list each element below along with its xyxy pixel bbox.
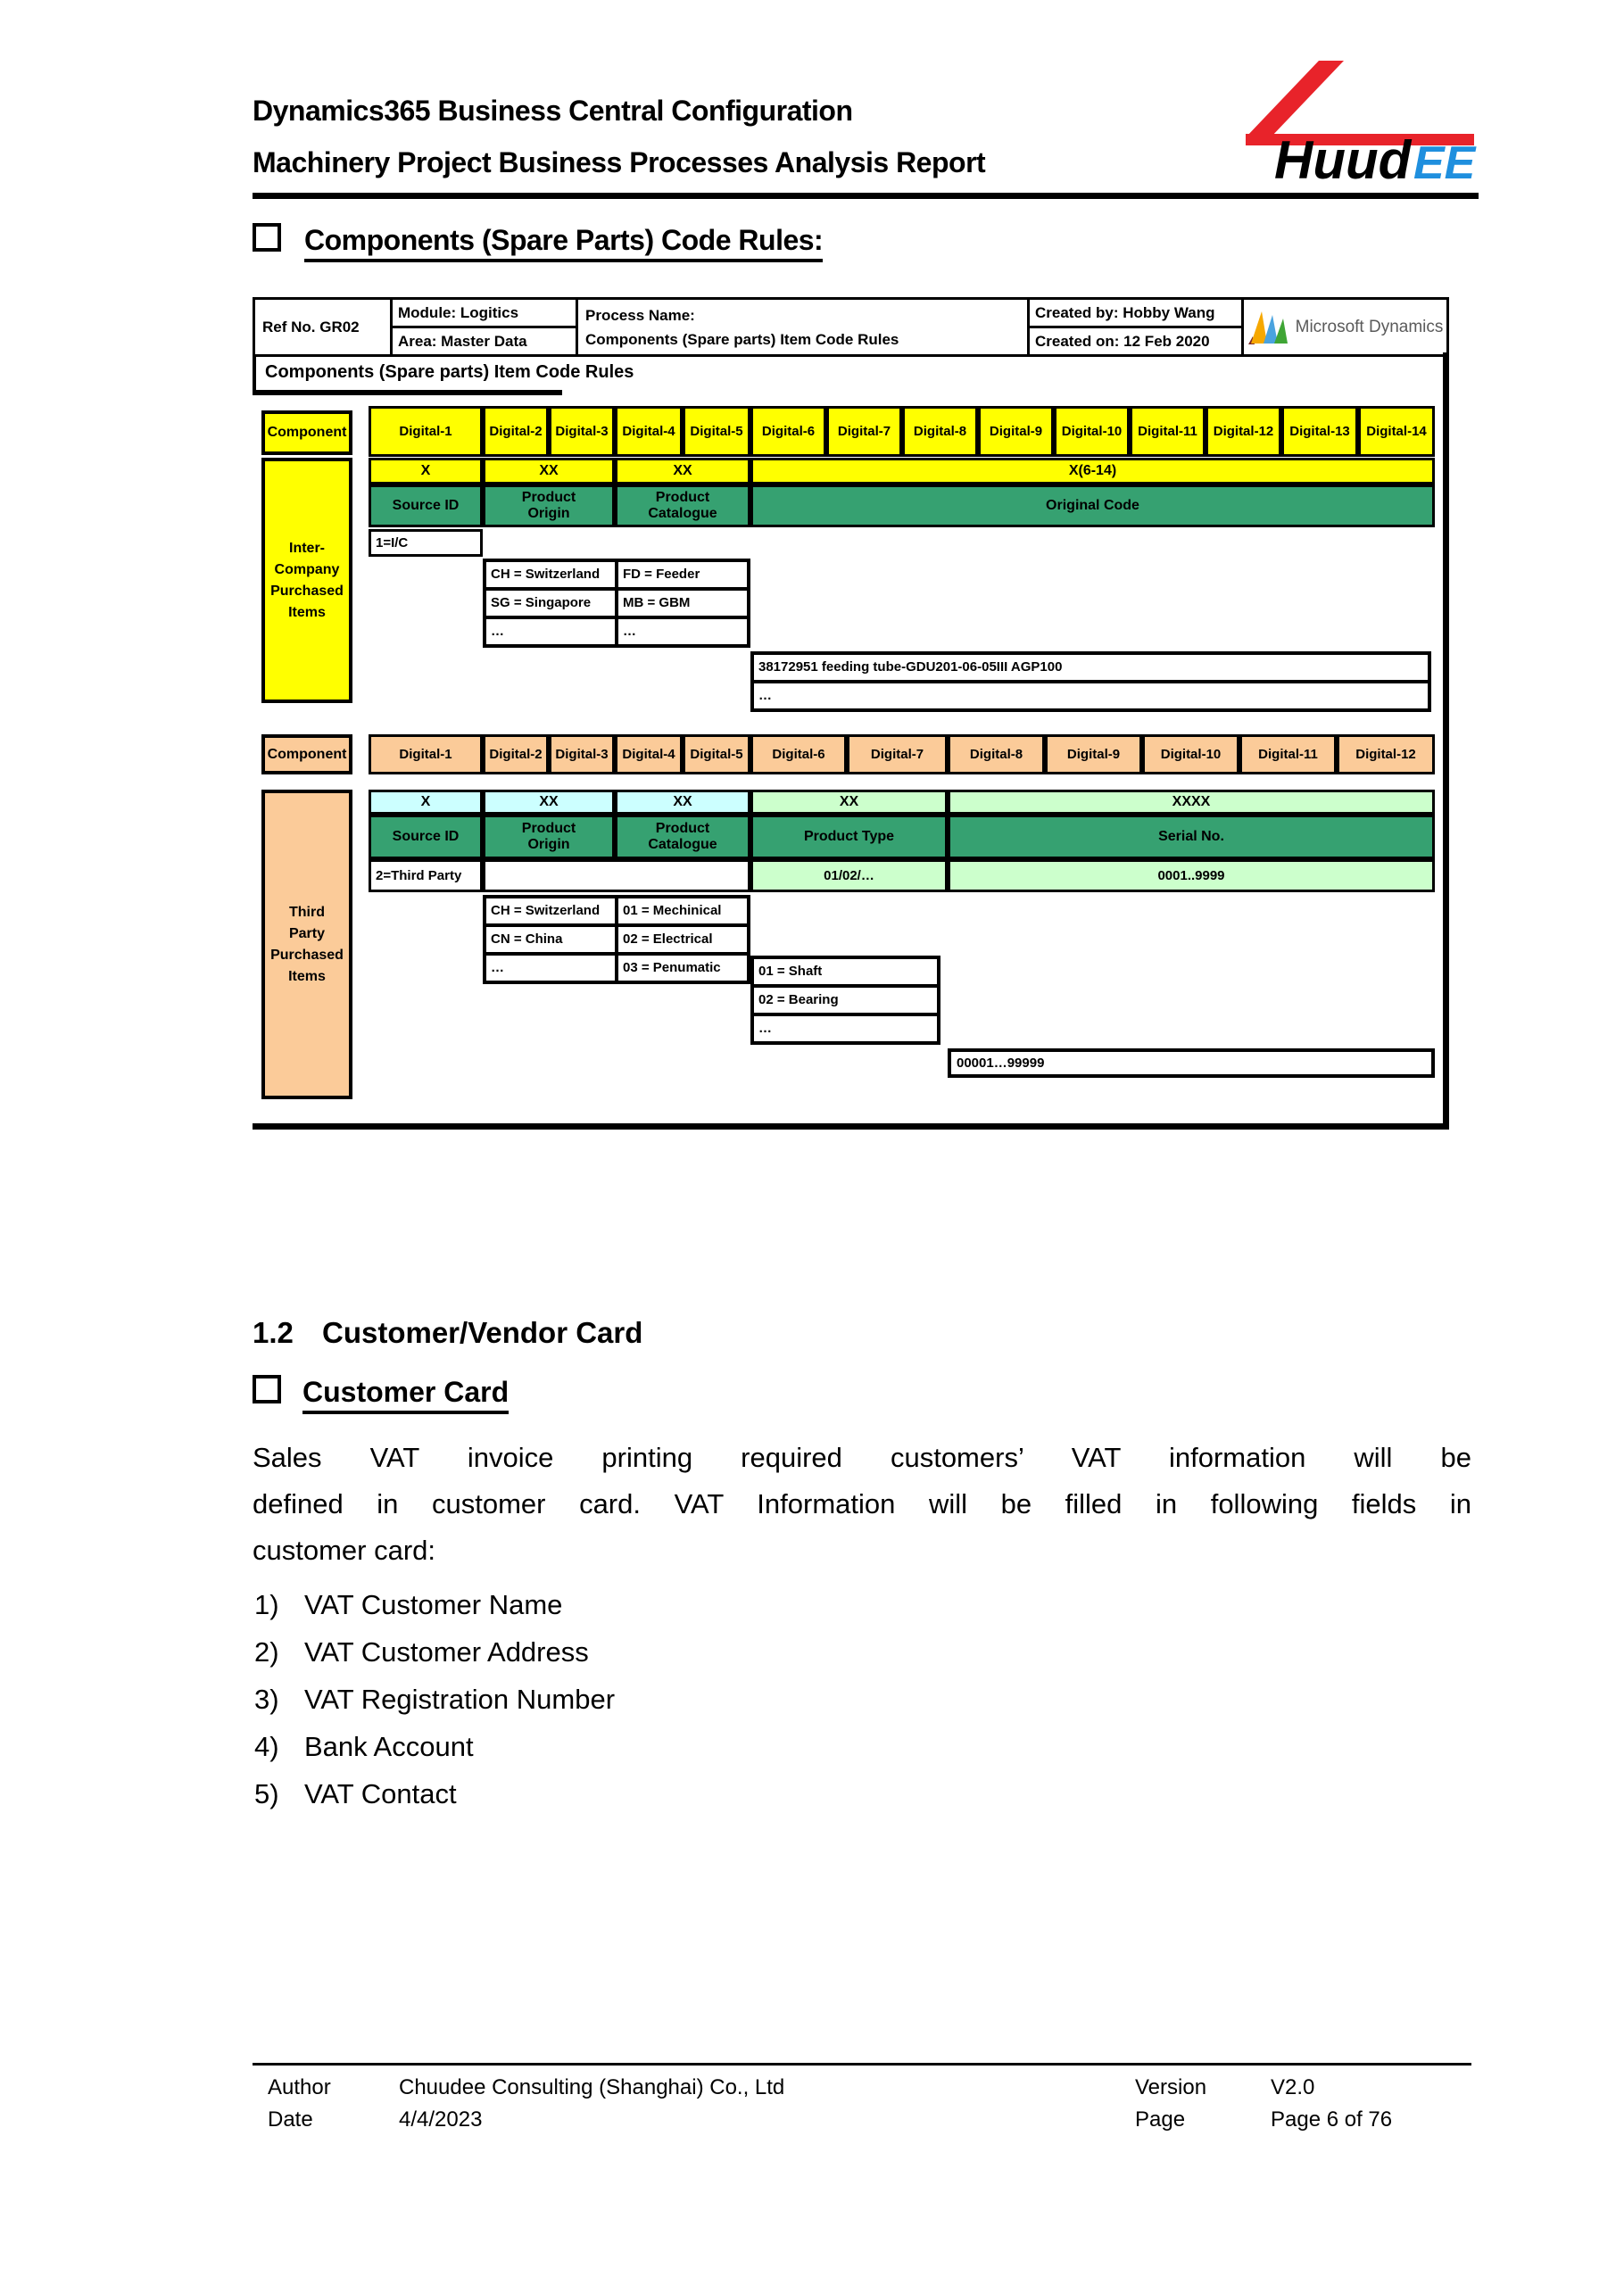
origin-option: SG = Singapore — [491, 595, 592, 610]
mask-cell: X(6-14) — [750, 458, 1435, 484]
catalogue-option: 03 = Penumatic — [615, 956, 747, 981]
digital-header-row-1 — [369, 406, 1435, 457]
list-number: 2) — [254, 1635, 279, 1668]
side-label-line: Party — [288, 925, 326, 941]
field-header-row-2 — [369, 815, 1435, 859]
footer-version-label: Version — [1135, 2075, 1207, 2099]
product-type-options-2 — [750, 956, 940, 1045]
section-heading — [253, 223, 823, 257]
ms-dynamics-cell — [1241, 297, 1449, 357]
checkbox-icon — [253, 1375, 281, 1403]
header-rule — [253, 193, 1479, 199]
digital-cell: Digital-1 — [369, 406, 483, 457]
type-option: … — [758, 1021, 772, 1036]
field-header: Product Catalogue — [615, 484, 750, 527]
digital-cell: Digital-14 — [1358, 406, 1435, 457]
table-right-border — [1443, 352, 1449, 1130]
origin-option: CN = China — [491, 931, 563, 947]
origin-option: CH = Switzerland — [491, 903, 601, 918]
page-title-line1: Dynamics365 Business Central Configuration — [253, 95, 853, 127]
created-cell — [1027, 297, 1244, 357]
footer-page-label: Page — [1135, 2107, 1186, 2132]
mask-row-1 — [369, 458, 1435, 484]
source-id-row-1 — [369, 529, 483, 557]
list-number: 4) — [254, 1730, 279, 1762]
digital-cell: Digital-10 — [1142, 734, 1239, 774]
mask-row-2 — [369, 790, 1435, 815]
mask-cell: X — [369, 458, 483, 484]
field-header: Source ID — [369, 815, 483, 859]
list-number: 5) — [254, 1777, 279, 1809]
origin-option: … — [491, 960, 504, 975]
original-code-example: … — [758, 688, 772, 703]
type-option: 02 = Bearing — [758, 992, 839, 1007]
digital-cell: Digital-6 — [750, 734, 847, 774]
list-item — [254, 1676, 615, 1723]
original-code-example: 38172951 feeding tube-GDU201-06-05III AGP100 — [758, 659, 1063, 675]
type-option: 01 = Shaft — [758, 964, 823, 979]
process-name-value: Components (Spare parts) Item Code Rules — [585, 331, 899, 349]
catalogue-option: MB = GBM — [615, 591, 747, 616]
digital-cell: Digital-12 — [1206, 406, 1281, 457]
digital-cell: Digital-7 — [826, 406, 902, 457]
process-name-cell — [576, 297, 1030, 357]
heading-customer-vendor-card — [253, 1316, 642, 1350]
digital-cell: Digital-6 — [750, 406, 826, 457]
product-type-value: 01/02/… — [750, 859, 948, 892]
subheading-customer-card — [253, 1375, 509, 1409]
mask-cell: X — [369, 790, 483, 815]
logo-text-blue: EE — [1413, 137, 1476, 189]
digital-cell: Digital-2 — [483, 734, 549, 774]
list-text: VAT Contact — [304, 1777, 457, 1809]
origin-catalogue-options-2 — [483, 895, 750, 984]
footer-date-label: Date — [268, 2107, 313, 2132]
list-text: Bank Account — [304, 1730, 474, 1762]
empty-cell — [483, 859, 750, 892]
digital-cell: Digital-2 — [483, 406, 549, 457]
process-name-label: Process Name: — [585, 307, 695, 324]
doc-header-row — [253, 297, 1449, 357]
side-label-line: Third — [289, 904, 325, 920]
created-on-cell: Created on: 12 Feb 2020 — [1030, 326, 1241, 354]
logo-text-black: Huud — [1274, 130, 1412, 189]
footer-rule — [253, 2063, 1471, 2066]
origin-option: CH = Switzerland — [491, 567, 601, 582]
ms-dynamics-label: Microsoft Dynamics — [1295, 317, 1444, 336]
field-header-row-1 — [369, 484, 1435, 527]
subheading-text: Customer Card — [302, 1376, 509, 1414]
origin-catalogue-options-1 — [483, 559, 750, 648]
catalogue-option: 01 = Mechinical — [615, 898, 747, 923]
footer-author-value: Chuudee Consulting (Shanghai) Co., Ltd — [399, 2075, 785, 2099]
digital-cell: Digital-13 — [1281, 406, 1358, 457]
section-heading-text: Components (Spare Parts) Code Rules: — [304, 224, 823, 262]
digital-header-row-2 — [369, 734, 1435, 774]
area-cell: Area: Master Data — [393, 326, 576, 354]
digital-cell: Digital-4 — [615, 406, 683, 457]
table-title: Components (Spare parts) Item Code Rules — [253, 354, 1449, 390]
page-title-line2: Machinery Project Business Processes Analysis Report — [253, 146, 986, 178]
digital-cell: Digital-3 — [549, 406, 615, 457]
source-id-value: 1=I/C — [369, 529, 483, 557]
mask-cell: XX — [615, 790, 750, 815]
catalogue-option: … — [615, 619, 747, 644]
code-rules-table — [253, 297, 1449, 1136]
source-id-row-2 — [369, 859, 1435, 892]
digital-cell: Digital-4 — [615, 734, 683, 774]
original-code-examples-1 — [750, 651, 1431, 712]
ref-no-cell: Ref No. GR02 — [253, 297, 393, 357]
chuudee-logo — [1230, 55, 1490, 189]
digital-cell: Digital-10 — [1054, 406, 1130, 457]
module-cell: Module: Logitics — [398, 303, 519, 321]
catalogue-option: FD = Feeder — [615, 562, 747, 587]
field-header: Product Origin — [483, 484, 615, 527]
footer-page-value: Page 6 of 76 — [1271, 2107, 1393, 2132]
field-header: Product Catalogue — [615, 815, 750, 859]
field-header: Original Code — [750, 484, 1435, 527]
catalogue-option: 02 = Electrical — [615, 927, 747, 952]
field-header: Product Type — [750, 815, 948, 859]
side-label-line: Company — [274, 561, 340, 577]
created-by-cell: Created by: Hobby Wang — [1035, 303, 1215, 321]
list-item — [254, 1628, 615, 1676]
list-number: 3) — [254, 1683, 279, 1715]
list-item — [254, 1723, 615, 1770]
mask-cell: XX — [483, 790, 615, 815]
table-bottom-border — [253, 1123, 1449, 1130]
digital-cell: Digital-7 — [847, 734, 948, 774]
mask-cell: XXXX — [948, 790, 1435, 815]
list-item — [254, 1581, 615, 1628]
digital-cell: Digital-1 — [369, 734, 483, 774]
serial-no-value: 0001..9999 — [948, 859, 1435, 892]
origin-option: … — [491, 624, 504, 639]
digital-cell: Digital-12 — [1337, 734, 1435, 774]
paragraph-line: customer card: — [253, 1535, 436, 1566]
footer-author-label: Author — [268, 2075, 331, 2099]
table-title-rule — [253, 390, 562, 395]
digital-cell: Digital-8 — [948, 734, 1045, 774]
serial-example-2: 00001…99999 — [948, 1048, 1435, 1078]
digital-cell: Digital-11 — [1239, 734, 1337, 774]
field-header: Source ID — [369, 484, 483, 527]
component-label-2: Component — [261, 734, 352, 774]
list-text: VAT Customer Name — [304, 1588, 563, 1620]
digital-cell: Digital-5 — [683, 406, 750, 457]
checkbox-icon — [253, 223, 281, 252]
ms-dynamics-icon — [1247, 308, 1290, 347]
footer-version-value: V2.0 — [1271, 2075, 1315, 2099]
list-text: VAT Registration Number — [304, 1683, 616, 1715]
mask-cell: XX — [615, 458, 750, 484]
vat-field-list — [254, 1581, 615, 1817]
side-label-line: Items — [288, 604, 326, 620]
heading-text: Customer/Vendor Card — [322, 1316, 643, 1349]
side-label-third-party — [261, 790, 352, 1099]
field-header: Product Origin — [483, 815, 615, 859]
footer-date-value: 4/4/2023 — [399, 2107, 483, 2132]
digital-cell: Digital-5 — [683, 734, 750, 774]
digital-cell: Digital-9 — [1045, 734, 1142, 774]
module-area-cell — [390, 297, 578, 357]
component-label-1: Component — [261, 410, 352, 455]
list-text: VAT Customer Address — [304, 1635, 589, 1668]
list-item — [254, 1770, 615, 1817]
heading-number: 1.2 — [253, 1316, 294, 1349]
mask-cell: XX — [483, 458, 615, 484]
digital-cell: Digital-8 — [902, 406, 978, 457]
source-id-value: 2=Third Party — [369, 859, 483, 892]
vat-paragraph — [253, 1435, 1471, 1574]
digital-cell: Digital-9 — [978, 406, 1054, 457]
digital-cell: Digital-11 — [1130, 406, 1206, 457]
side-label-line: Items — [288, 968, 326, 984]
side-label-line: Purchased — [270, 947, 344, 963]
side-label-inter-company — [261, 458, 352, 703]
side-label-line: Inter- — [289, 540, 325, 556]
field-header: Serial No. — [948, 815, 1435, 859]
side-label-line: Purchased — [270, 583, 344, 599]
paragraph-line: Sales VAT invoice printing required customers’ VAT information will be — [253, 1442, 1471, 1473]
mask-cell: XX — [750, 790, 948, 815]
list-number: 1) — [254, 1588, 279, 1620]
paragraph-line: defined in customer card. VAT Information will be filled in following fields in — [253, 1488, 1471, 1519]
digital-cell: Digital-3 — [549, 734, 615, 774]
